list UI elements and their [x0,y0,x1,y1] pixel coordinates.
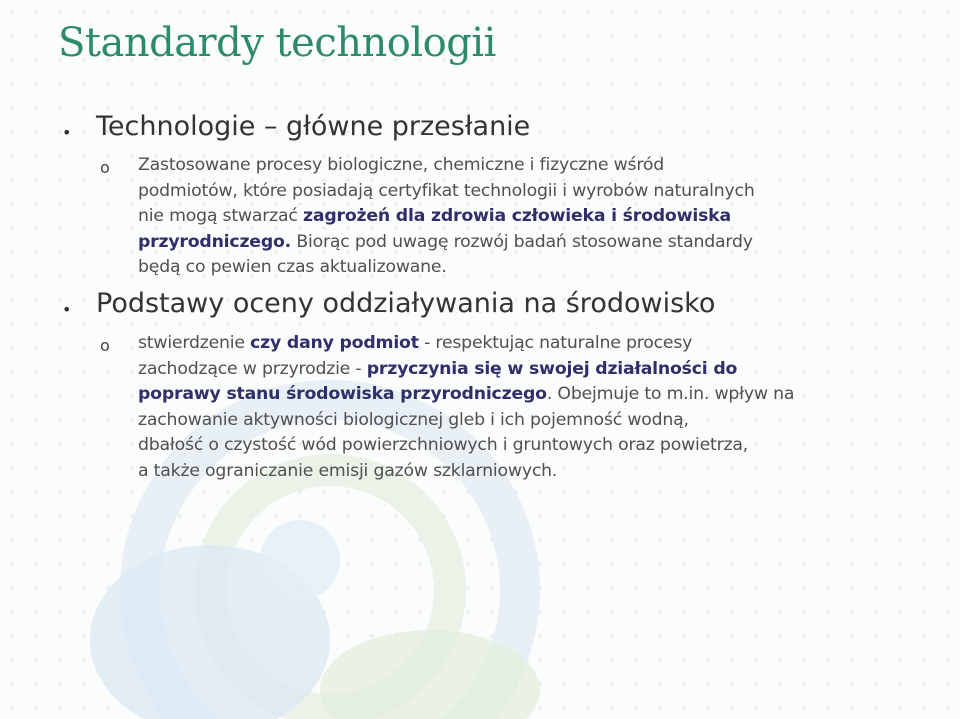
section-paragraph [138,331,794,484]
bullet-marker: • [62,300,72,319]
text-line: zachowanie aktywności biologicznej gleb i ich pojemność wodną, [138,409,689,430]
text-line: będą co pewien czas aktualizowane. [138,257,447,277]
text-line: dbałość o czystość wód powierzchniowych i gruntowych oraz powietrza, [138,435,749,455]
section-heading: Podstawy oceny oddziaływania na środowisko [96,288,716,319]
sub-bullet-marker: o [100,336,110,355]
text-line: podmiotów, które posiadają certyfikat technologii i wyrobów naturalnych [138,180,755,201]
slide-title: Standardy technologii [58,20,496,66]
text-line: poprawy stanu środowiska przyrodniczego. Obejmuje to m.in. wpływ na [138,384,795,404]
text-line: zachodzące w przyrodzie - przyczynia się w swojej działalności do [138,358,738,379]
section-paragraph [138,153,755,281]
sub-bullet-marker: o [100,158,110,177]
text-line: przyrodniczego. Biorąc pod uwagę rozwój badań stosowane standardy [138,231,753,252]
text-line: stwierdzenie czy dany podmiot - respektując naturalne procesy [138,333,693,353]
text-line: nie mogą stwarzać zagrożeń dla zdrowia człowieka i środowiska [138,206,731,226]
text-line: a także ograniczanie emisji gazów szklarniowych. [138,460,558,481]
section-heading: Technologie – główne przesłanie [96,111,531,142]
bullet-marker: • [62,123,72,142]
text-line: Zastosowane procesy biologiczne, chemiczne i fizyczne wśród [138,155,665,175]
